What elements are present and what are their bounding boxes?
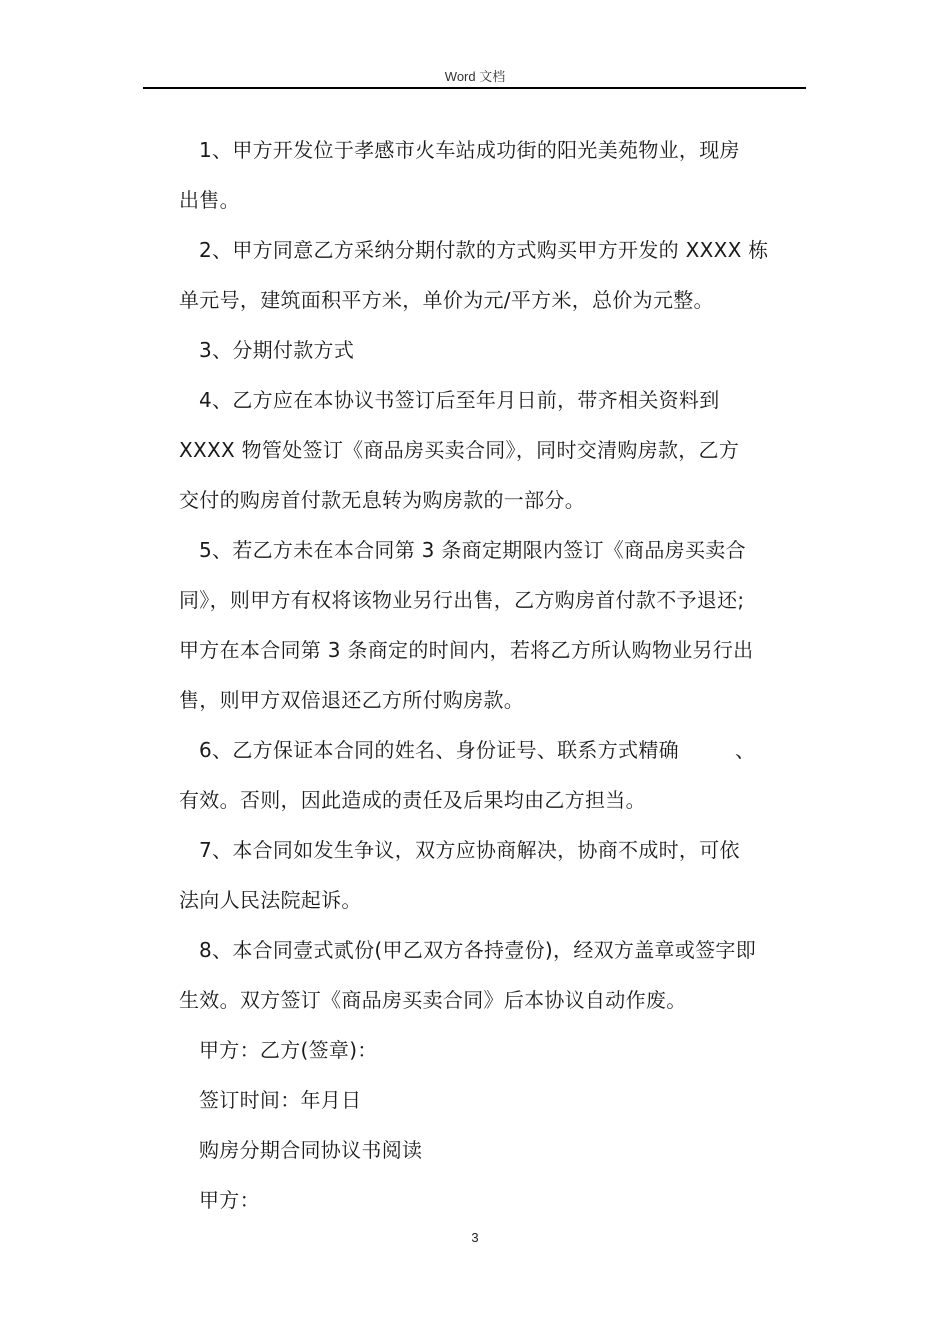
paragraph-1-line-2: 出售。 [179,188,240,212]
paragraph-6-text: 6、乙方保证本合同的姓名、身份证号、联系方式精确 [199,738,679,762]
paragraph-2-line-1: 2、甲方同意乙方采纳分期付款的方式购买甲方开发的 XXXX 栋 [199,238,769,262]
page-header-label: Word 文档 [444,69,506,84]
paragraph-5-line-3: 甲方在本合同第 3 条商定的时间内，若将乙方所认购物业另行出 [179,638,754,662]
paragraph-7-line-2: 法向人民法院起诉。 [179,888,362,912]
page-number: 3 [471,1230,479,1245]
header-divider [143,87,806,89]
paragraph-3-line-1: 3、分期付款方式 [199,338,355,362]
paragraph-4-line-3: 交付的购房首付款无息转为购房款的一部分。 [179,488,585,512]
paragraph-6-punctuation: 、 [734,738,756,762]
paragraph-8-line-2: 生效。双方签订《商品房买卖合同》后本协议自动作废。 [179,988,687,1012]
paragraph-5-line-4: 售，则甲方双倍退还乙方所付购房款。 [179,688,525,712]
paragraph-7-line-1: 7、本合同如发生争议，双方应协商解决，协商不成时，可依 [199,838,740,862]
paragraph-2-line-2: 单元号，建筑面积平方米，单价为元/平方米，总价为元整。 [179,288,714,312]
reading-title-line: 购房分期合同协议书阅读 [199,1138,423,1162]
signing-date-line: 签订时间：年月日 [199,1088,362,1112]
paragraph-5-line-2: 同》，则甲方有权将该物业另行出售，乙方购房首付款不予退还; [179,588,745,612]
paragraph-1-line-1: 1、甲方开发位于孝感市火车站成功街的阳光美苑物业，现房 [199,138,740,162]
paragraph-8-line-1: 8、本合同壹式贰份(甲乙双方各持壹份)，经双方盖章或签字即 [199,938,757,962]
paragraph-4-line-2: XXXX 物管处签订《商品房买卖合同》，同时交清购房款，乙方 [179,438,740,462]
paragraph-4-line-1: 4、乙方应在本协议书签订后至年月日前，带齐相关资料到 [199,388,720,412]
party-a-line: 甲方： [199,1188,260,1212]
paragraph-6-line-2: 有效。否则，因此造成的责任及后果均由乙方担当。 [179,788,646,812]
paragraph-5-line-1: 5、若乙方未在本合同第 3 条商定期限内签订《商品房买卖合 [199,538,746,562]
party-signature-line: 甲方：乙方(签章)： [199,1038,378,1062]
document-body [179,125,799,1225]
paragraph-6-line-1 [179,725,799,775]
